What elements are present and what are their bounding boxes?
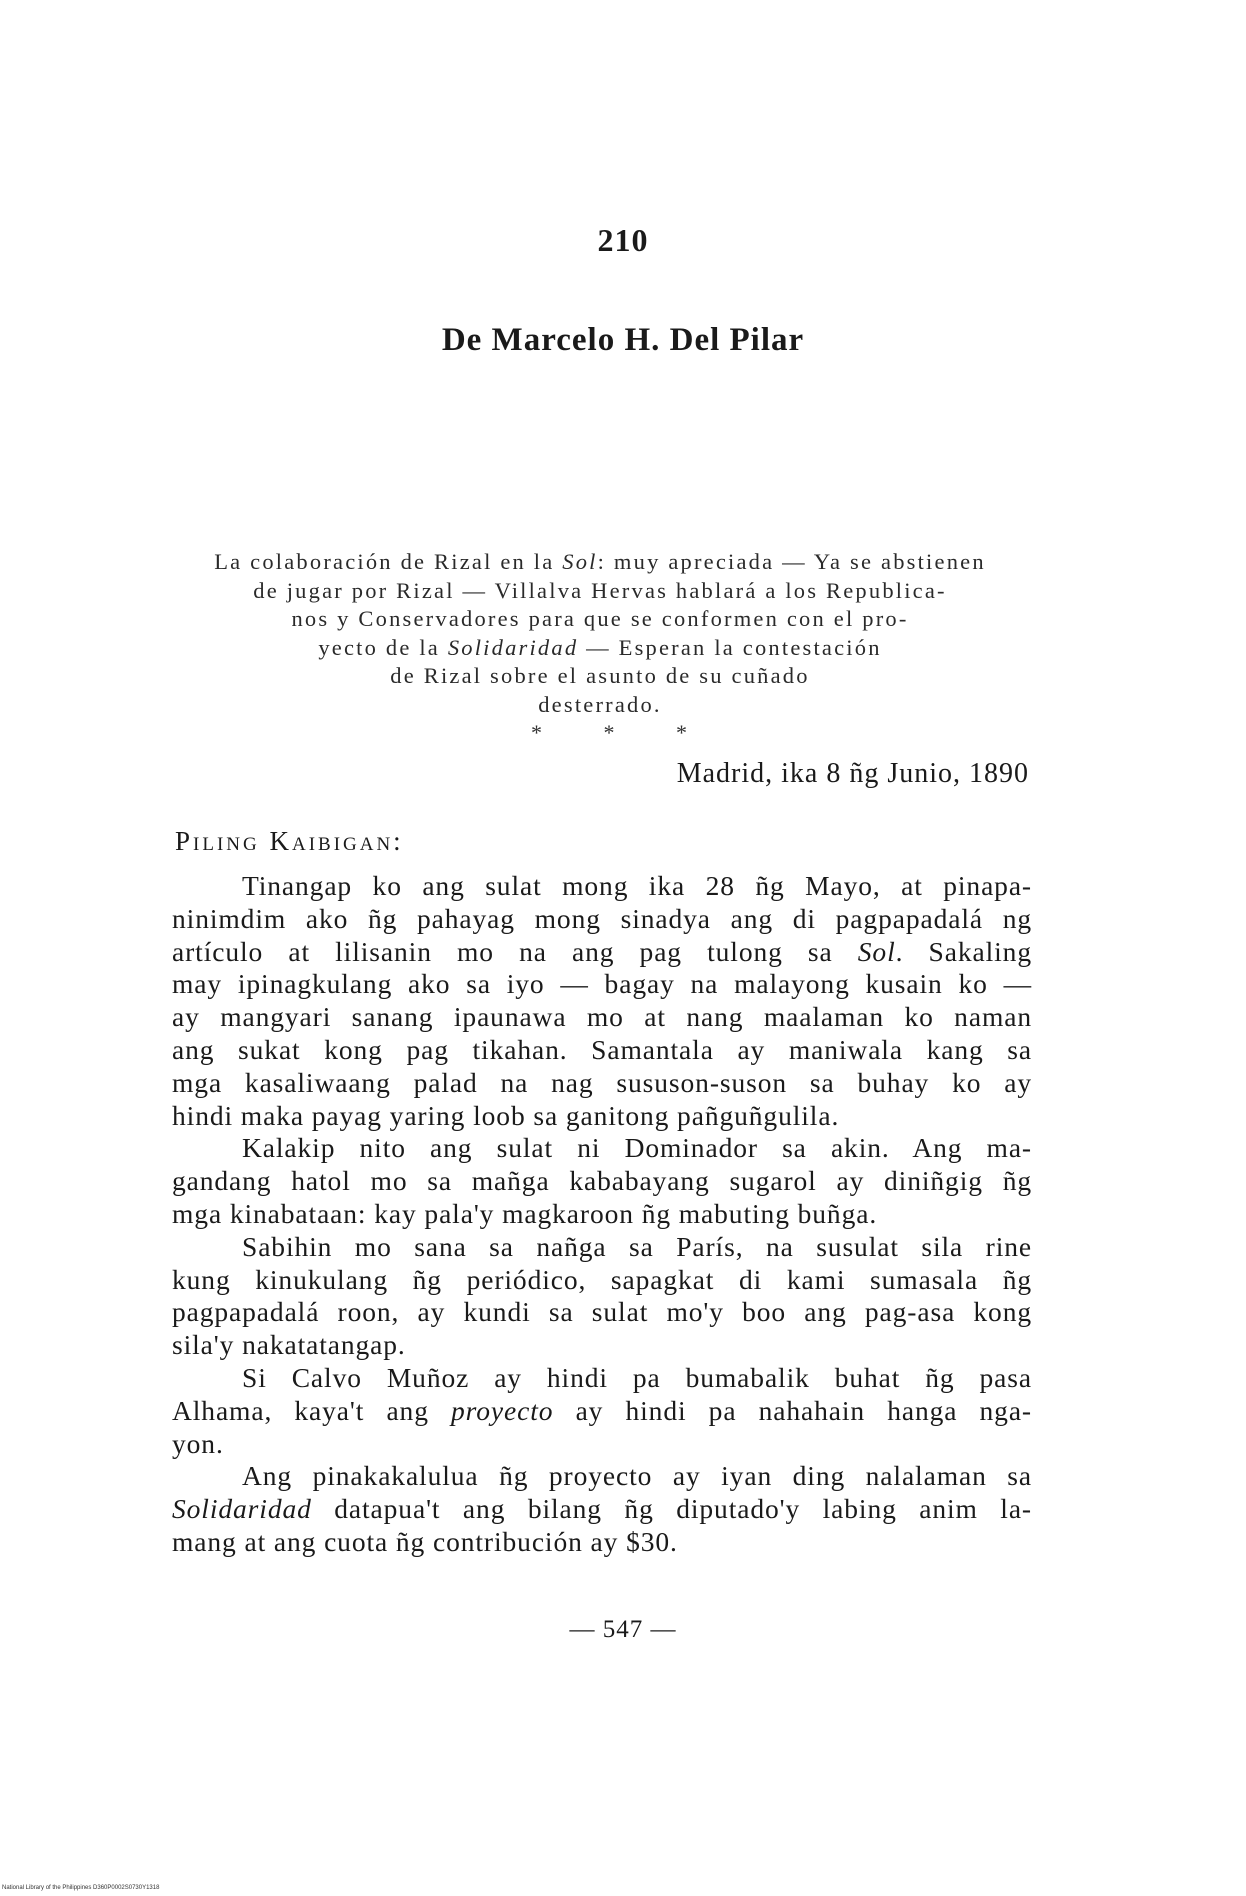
body-line [172, 1034, 1032, 1067]
body-line-text: ninimdim ako ñg pahayag mong sinadya ang di pagpapadalá ng [172, 902, 1032, 934]
section-asterisks: * * * [531, 720, 715, 745]
footer-credit: National Library of the Philippines D360P0002S0730Y1318 [2, 1885, 160, 1891]
body-line [172, 870, 1032, 903]
body-line [172, 1526, 1032, 1559]
body-line [172, 1493, 1032, 1526]
body-line-text: Si Calvo Muñoz ay hindi pa bumabalik buhat ñg pasa [242, 1361, 1032, 1393]
summary-line-text: de Rizal sobre el asunto de su cuñado [390, 663, 810, 688]
body-line-text: pagpapadalá roon, ay kundi sa sulat mo'y boo ang pag-asa kong [172, 1296, 1032, 1328]
salutation: Piling Kaibigan: [175, 826, 404, 856]
body-line-text: hindi maka payag yaring loob sa ganitong pañguñgulila. [172, 1099, 840, 1131]
letter-summary [170, 548, 1030, 719]
body-line [172, 1100, 1032, 1133]
summary-line [170, 577, 1030, 606]
body-line-text: kung kinukulang ñg periódico, sapagkat di kami sumasala ñg [172, 1263, 1032, 1295]
body-line-text: mga kasaliwaang palad na nag sususon-suson sa buhay ko ay [172, 1066, 1032, 1098]
summary-line [170, 548, 1030, 577]
summary-line-text: nos y Conservadores para que se conformen con el pro- [291, 606, 909, 631]
body-line-italic: Sol [857, 935, 896, 967]
body-line-text: gandang hatol mo sa mañga kababayang sugarol ay diniñgig ñg [172, 1165, 1032, 1197]
body-line-text: . Sakaling [895, 935, 1032, 967]
summary-line-text: : muy apreciada — Ya se abstienen [597, 549, 986, 574]
body-line-text: ay mangyari sanang ipaunawa mo at nang maalaman ko naman [172, 1001, 1032, 1033]
body-line-text: Ang pinakakalulua ñg proyecto ay iyan ding nalalaman sa [242, 1460, 1032, 1492]
body-line [172, 1296, 1032, 1329]
summary-line-italic: Sol [562, 549, 598, 574]
body-line-text: mang at ang cuota ñg contribución ay $30. [172, 1525, 678, 1557]
summary-line-text: desterrado. [538, 691, 662, 717]
summary-line-text: — Esperan la contestación [578, 634, 882, 660]
body-line [172, 1395, 1032, 1428]
body-line [172, 903, 1032, 936]
body-line-text: ay hindi pa nahahain hanga nga- [553, 1394, 1032, 1426]
body-line [172, 1428, 1032, 1461]
body-line-italic: proyecto [451, 1394, 554, 1426]
summary-line [170, 634, 1030, 663]
summary-line [170, 662, 1030, 691]
body-line [172, 1264, 1032, 1297]
body-line-text: mga kinabataan: kay pala'y magkaroon ñg mabuting buñga. [172, 1197, 878, 1229]
body-line-text: Alhama, kaya't ang [172, 1394, 452, 1426]
body-line [172, 968, 1032, 1001]
body-line [172, 1132, 1032, 1165]
dateline: Madrid, ika 8 ñg Junio, 1890 [676, 758, 1029, 789]
body-line [172, 1198, 1032, 1231]
summary-line [170, 691, 1030, 720]
body-line [172, 1067, 1032, 1100]
body-line-text: Sabihin mo sana sa nañga sa París, na susulat sila rine [242, 1230, 1032, 1262]
body-line-text: yon. [172, 1427, 224, 1459]
summary-line-text: yecto de la [318, 634, 448, 660]
body-line-text: Tinangap ko ang sulat mong ika 28 ñg Mayo, at pinapa- [242, 870, 1032, 901]
body-line [172, 936, 1032, 969]
body-line [172, 1329, 1032, 1362]
body-line-text: sila'y nakatatangap. [172, 1329, 406, 1361]
body-line [172, 1231, 1032, 1264]
body-line [172, 1001, 1032, 1034]
page-number: — 547 — [569, 1616, 677, 1643]
summary-line-text: La colaboración de Rizal en la [214, 549, 563, 574]
summary-line-text: de jugar por Rizal — Villalva Hervas hablará a los Republica- [253, 577, 947, 603]
body-line-text: ang sukat kong pag tikahan. Samantala ay maniwala kang sa [172, 1033, 1032, 1065]
body-line [172, 1460, 1032, 1493]
body-line-text: may ipinagkulang ako sa iyo — bagay na malayong kusain ko — [172, 968, 1032, 1000]
body-line-italic: Solidaridad [172, 1493, 312, 1525]
body-line [172, 1362, 1032, 1395]
summary-line [170, 605, 1030, 634]
letter-number: 210 [597, 222, 649, 258]
body-line-text: datapua't ang bilang ñg diputado'y labing anim la- [311, 1493, 1032, 1525]
summary-line-italic: Solidaridad [447, 634, 579, 660]
body-line-text: artículo at lilisanin mo na ang pag tulong sa [172, 935, 858, 967]
body-line [172, 1165, 1032, 1198]
body-line-text: Kalakip nito ang sulat ni Dominador sa akin. Ang ma- [242, 1132, 1032, 1164]
letter-title: De Marcelo H. Del Pilar [441, 322, 805, 358]
letter-body [172, 870, 1032, 1559]
